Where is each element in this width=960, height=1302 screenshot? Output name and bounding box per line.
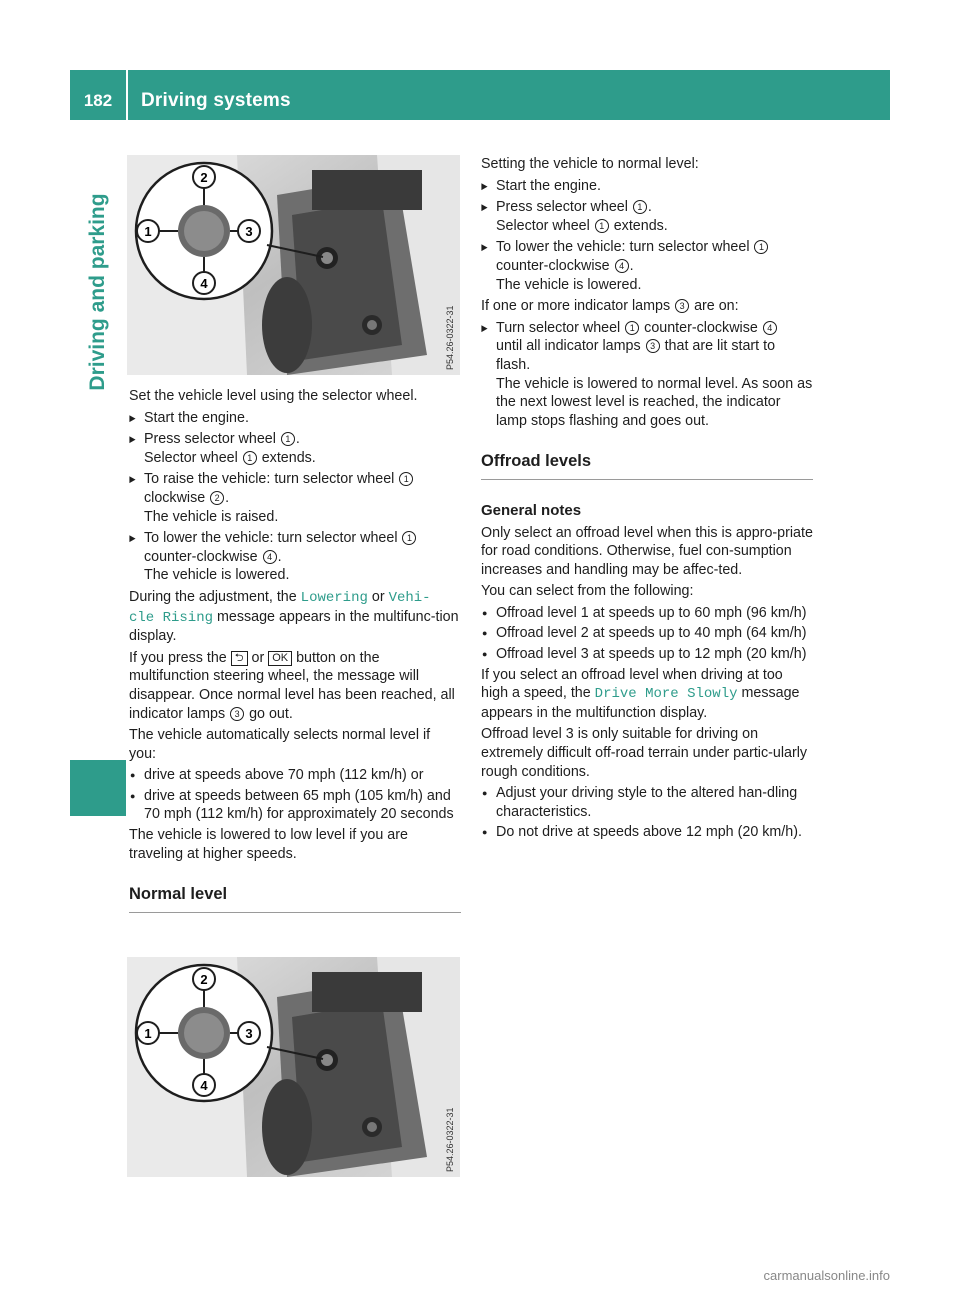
list-item: ● Do not drive at speeds above 12 mph (20 km/h). — [481, 823, 813, 842]
callout-ref-3: 3 — [675, 299, 689, 313]
step: ▶ Press selector wheel 1 . Selector wheel 1 extends. — [481, 198, 813, 235]
ok-key-icon: OK — [268, 651, 292, 666]
step: ▶ To lower the vehicle: turn selector wheel 1 counter-clockwise 4 . The vehicle is lowered. — [481, 238, 813, 294]
paragraph: Offroad level 3 is only suitable for driving on extremely difficult off-road terrain under partic-ularly rough conditions. — [481, 726, 808, 780]
callout-ref-1: 1 — [402, 531, 416, 545]
callout-2: 2 — [200, 170, 208, 185]
section-heading-offroad-levels: Offroad levels — [481, 452, 813, 480]
list-item: ● Offroad level 2 at speeds up to 40 mph (64 km/h) — [481, 624, 813, 643]
display-message-lowering: Lowering — [300, 589, 368, 606]
callout-ref-3: 3 — [646, 339, 660, 353]
right-column — [481, 155, 813, 844]
callout-1: 1 — [144, 1026, 152, 1041]
paragraph: If one or more indicator lamps 3 are on: — [481, 298, 739, 315]
left-column — [129, 387, 461, 921]
callout-4: 4 — [200, 276, 208, 291]
watermark: carmanualsonline.info — [763, 1268, 890, 1283]
list-item: ● Offroad level 3 at speeds up to 12 mph (20 km/h) — [481, 645, 813, 664]
intro-text: Set the vehicle level using the selector wheel. — [129, 388, 418, 404]
step: ▶ To lower the vehicle: turn selector wheel 1 counter-clockwise 4 . The vehicle is lowered. — [129, 529, 461, 585]
list-item: ● Adjust your driving style to the altered han-dling characteristics. — [481, 784, 813, 821]
page-number: 182 — [83, 91, 113, 110]
list-item: ● drive at speeds between 65 mph (105 km/h) and 70 mph (112 km/h) for approximately 20 seconds — [129, 787, 461, 824]
callout-ref-4: 4 — [263, 550, 277, 564]
callout-3: 3 — [245, 1026, 253, 1041]
section-heading-normal-level: Normal level — [129, 885, 461, 913]
callout-ref-3: 3 — [230, 707, 244, 721]
callout-1: 1 — [144, 224, 152, 239]
callout-ref-1: 1 — [281, 432, 295, 446]
paragraph: If you press the ⮌ or OK button on the multifunction steering wheel, the message will disappear. Once normal level has been reached, all indicator lamps 3 go out. — [129, 649, 455, 722]
callout-ref-2: 2 — [210, 491, 224, 505]
selector-wheel-photo-top — [127, 155, 460, 375]
callout-ref-4: 4 — [763, 321, 777, 335]
image-code: P54.26-0322-31 — [445, 1107, 455, 1172]
callout-ref-1: 1 — [625, 321, 639, 335]
paragraph: You can select from the following: — [481, 583, 694, 600]
callout-ref-1: 1 — [399, 472, 413, 486]
subheading-general-notes: General notes — [481, 501, 582, 519]
header-divider — [126, 70, 128, 120]
display-message-drive-more-slowly: Drive More Slowly — [594, 686, 738, 703]
callout-4: 4 — [200, 1078, 208, 1093]
paragraph: Only select an offroad level when this is appro-priate for road conditions. Otherwise, fuel con-sumption increases and handling may be affec-ted. — [481, 524, 813, 578]
paragraph: If you select an offroad level when driving at too high a speed, the Drive More Slowly message appears in the multifunction display. — [481, 666, 800, 721]
callout-ref-4: 4 — [615, 259, 629, 273]
callout-ref-1: 1 — [633, 200, 647, 214]
callout-ref-1: 1 — [754, 240, 768, 254]
callout-2: 2 — [200, 972, 208, 987]
step: ▶ Press selector wheel 1 . Selector wheel 1 extends. — [129, 430, 461, 467]
display-message-vehicle-rising: Vehi‐ — [388, 589, 431, 606]
chapter-tab-marker — [70, 760, 126, 816]
list-item: ● drive at speeds above 70 mph (112 km/h) or — [129, 766, 461, 785]
page-title: Driving systems — [141, 90, 291, 111]
chapter-tab-label: Driving and parking — [86, 193, 109, 391]
callout-ref-1: 1 — [595, 219, 609, 233]
step: ▶ Turn selector wheel 1 counter-clockwise 4 until all indicator lamps 3 that are lit start to flash. The vehicle is lowered to normal level. As soon as the next lowest level is reached, the indicator lamp stops flashing and goes out. — [481, 319, 813, 431]
step: ▶ Start the engine. — [129, 409, 461, 428]
paragraph: The vehicle is lowered to low level if you are traveling at higher speeds. — [129, 827, 408, 862]
back-key-icon: ⮌ — [231, 651, 248, 666]
paragraph: During the adjustment, the Lowering or Vehi‐ cle Rising message appears in the multifunc-tion display. — [129, 588, 459, 645]
step: ▶ To raise the vehicle: turn selector wheel 1 clockwise 2 . The vehicle is raised. — [129, 470, 461, 526]
step: ▶ Start the engine. — [481, 177, 813, 196]
callout-ref-1: 1 — [243, 451, 257, 465]
list-item: ● Offroad level 1 at speeds up to 60 mph (96 km/h) — [481, 604, 813, 623]
selector-wheel-photo-bottom — [127, 957, 460, 1177]
intro-text: Setting the vehicle to normal level: — [481, 156, 699, 172]
paragraph: The vehicle automatically selects normal level if you: — [129, 727, 431, 762]
callout-3: 3 — [245, 224, 253, 239]
image-code: P54.26-0322-31 — [445, 305, 455, 370]
